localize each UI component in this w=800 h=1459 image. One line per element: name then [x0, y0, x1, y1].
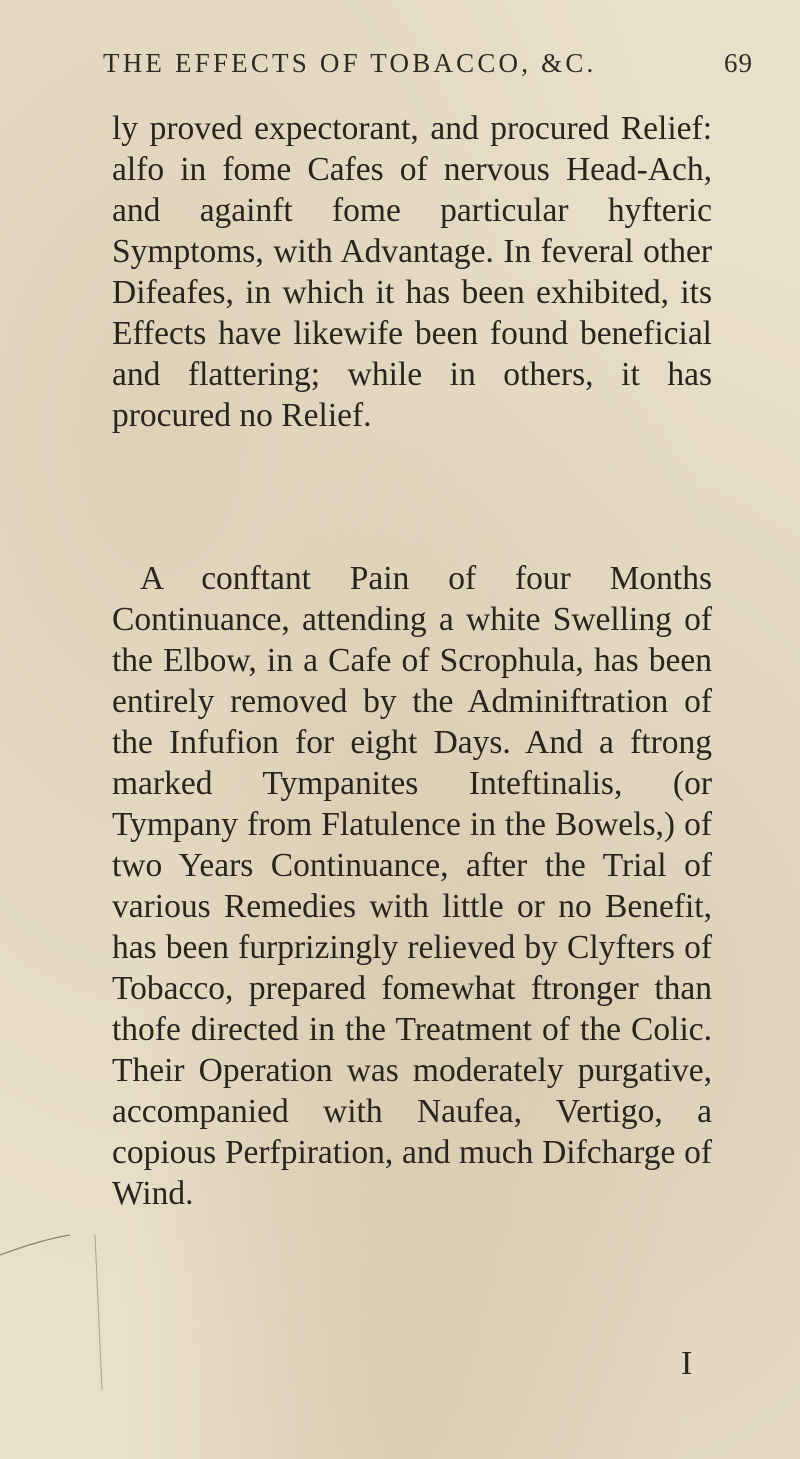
paragraph-continued: ly proved expectorant, and procured Relief: alfo in fome Cafes of nervous Head-Ach, and againft fome particular hyfteric Symptoms, with Advantage. In feveral other Difeafes, in which it has been exhibited, its Effects have likewife been found beneficial and flattering; while in others, it has procured no Relief.	[112, 110, 712, 434]
page-number: 69	[724, 48, 753, 78]
running-head	[103, 48, 753, 88]
running-title: THE EFFECTS OF TOBACCO, &C.	[103, 48, 597, 78]
catchword: I	[681, 1345, 693, 1382]
margin-pencil-stroke	[0, 1210, 120, 1410]
paragraph-case-reports: A conftant Pain of four Months Continuance, attending a white Swelling of the Elbow, in a Cafe of Scrophula, has been entirely removed by the Adminiftration of the Infufion for eight Days. And a ftrong marked Tympanites Inteftinalis, (or Tympany from Flatulence in the Bowels,) of two Years Continuance, after the Trial of various Remedies with little or no Benefit, has been furprizingly relieved by Clyfters of Tobacco, prepared fomewhat ftronger than thofe directed in the Treatment of the Colic. Their Operation was moderately purgative, accompanied with Naufea, Vertigo, a copious Perfpiration, and much Difcharge of Wind.	[112, 560, 712, 1212]
